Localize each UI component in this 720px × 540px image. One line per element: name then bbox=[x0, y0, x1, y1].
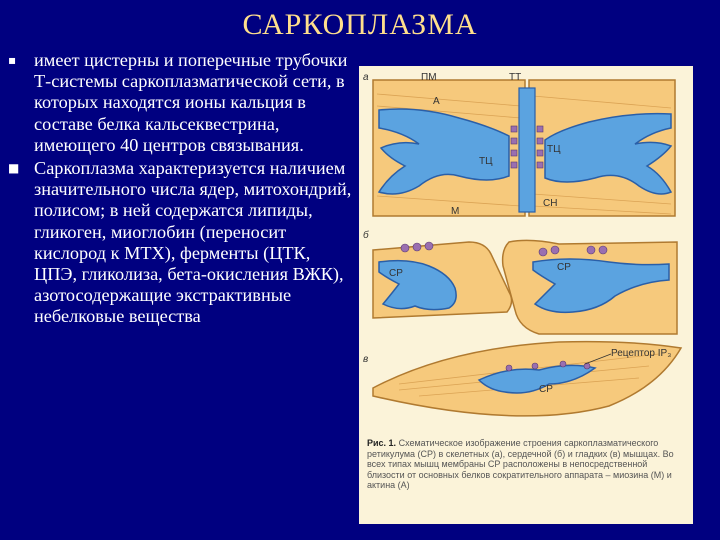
slide-title: САРКОПЛАЗМА bbox=[242, 8, 478, 41]
sr-figure bbox=[359, 66, 693, 524]
panel-label-c: в bbox=[363, 354, 369, 365]
panel-c bbox=[363, 342, 681, 416]
panel-label-b: б bbox=[363, 230, 369, 241]
label-tc-left: ТЦ bbox=[479, 156, 493, 167]
label-sr-b-right: СР bbox=[557, 262, 571, 273]
caption-title: Рис. 1. bbox=[367, 438, 397, 448]
bullet-marker: ▪ bbox=[8, 53, 17, 67]
label-pm: ПМ bbox=[421, 72, 437, 83]
panel-b bbox=[363, 229, 677, 334]
bullet-text: Саркоплазма характеризуется наличием значительного числа ядер, митохондрий, полисом; в ней содержатся липиды, гликоген, миоглобин (переносит кислород к МТХ), ферменты (ЦТК, ЦПЭ, гликолиза, бета-окисления ВЖК), азотосодержащие экстрактивные небелковые вещества bbox=[34, 158, 352, 327]
bullet-text: имеет цистерны и поперечные трубочки Т-системы саркоплазматической сети, в которых находятся ионы кальция в составе белка кальсеквестрина, имеющего 40 центров связывания. bbox=[34, 50, 348, 155]
label-tc-right: ТЦ bbox=[547, 144, 561, 155]
label-receptor: Рецептор IP₃ bbox=[611, 348, 672, 359]
label-tt: ТТ bbox=[509, 72, 522, 83]
bullet-item-sarcoplasm bbox=[8, 158, 356, 328]
bullet-item-cisterns bbox=[8, 50, 356, 156]
panel-a bbox=[363, 72, 675, 217]
t-tubule bbox=[519, 88, 535, 212]
bullet-marker: ■ bbox=[8, 161, 20, 176]
label-sn: СН bbox=[543, 198, 558, 209]
label-sr-c: СР bbox=[539, 384, 553, 395]
label-a: А bbox=[433, 96, 440, 107]
caption-text: Схематическое изображение строения саркоплазматического ретикулума (СР) в скелетных (а), сердечной (б) и гладких (в) мышцах. Во всех типах мышц мембраны СР расположены в непосредственной близости от основных белков сократительного аппарата – миозина (М) и актина (А) bbox=[367, 438, 674, 490]
label-m: М bbox=[451, 206, 460, 217]
bullet-list bbox=[8, 50, 356, 328]
panel-label-a: а bbox=[363, 72, 369, 83]
figure-caption bbox=[367, 438, 677, 491]
label-sr-b-left: СР bbox=[389, 268, 403, 279]
